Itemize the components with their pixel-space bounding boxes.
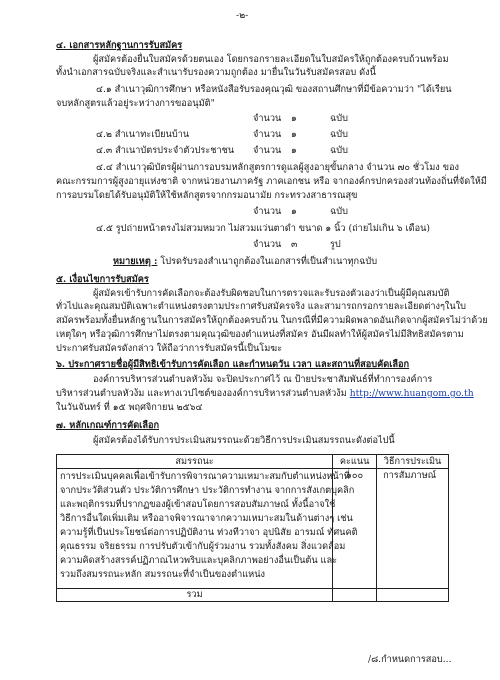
item-4-5: ๔.๕ รูปถ่ายหน้าตรงไม่สวมหมวก ไม่สวมแว่นตาดำ ขนาด ๑ นิ้ว (ถ่ายไม่เกิน ๖ เดือน)	[96, 223, 431, 234]
competency-line: ความคิดสร้างสรรค์ปฏิภาณไหวพริบและบุคลิกภาพอย่างอื่นเป็นต้น และ	[60, 555, 338, 566]
section-5-line: เหตุใดๆ หรือวุฒิการศึกษาไม่ตรงตามคุณวุฒิของตำแหน่งที่สมัคร อันมีผลทำให้ผู้สมัครไม่มีสิทธิสมัครตาม	[56, 329, 464, 340]
total-row	[57, 589, 449, 602]
note-label: หมายเหตุ :	[113, 256, 158, 267]
table-header-competency: สมรรถนะ	[57, 455, 333, 469]
qty-number: ๑	[291, 129, 297, 140]
qty-word: จำนวน	[253, 145, 282, 156]
section-6-date-line: ในวันจันทร์ ที่ ๑๕ พฤศจิกายน ๒๕๖๔	[56, 402, 203, 413]
table-header-method: วิธีการประเมิน	[377, 455, 449, 469]
qty-unit: ฉบับ	[330, 113, 348, 124]
competency-line: วิธีการอื่นใดเพิ่มเติม หรืออาจพิจารณาจากความเหมาะสมในด้านต่างๆ เช่น	[60, 513, 353, 524]
section-4-intro-line: ผู้สมัครต้องยื่นใบสมัครด้วยตนเอง โดยกรอกรายละเอียดในใบสมัครให้ถูกต้องครบถ้วนพร้อม	[93, 54, 449, 65]
item-4-1-line: จบหลักสูตรแล้วอยู่ระหว่างการขออนุมัติ"	[56, 98, 215, 109]
section-5-line: ทั่วไปและคุณสมบัติเฉพาะตำแหน่งตรงตามประกาศรับสมัครจริง และสามารถกรอกรายละเอียดต่างๆในใบ	[56, 301, 466, 312]
total-empty-cell	[377, 589, 449, 602]
qty-unit: รูป	[330, 239, 341, 250]
qty-number: ๓	[291, 239, 298, 250]
section-6-heading: ๖. ประกาศรายชื่อผู้มีสิทธิเข้ารับการคัดเลือก และกำหนดวัน เวลา และสถานที่สอบคัดเลือก	[56, 359, 410, 370]
qty-unit: ฉบับ	[330, 206, 348, 217]
qty-number: ๑	[291, 145, 297, 156]
competency-line: และพฤติกรรมที่ปรากฏของผู้เข้าสอบโดยการสอบสัมภาษณ์ ทั้งนี้อาจใช้	[60, 499, 336, 510]
total-value	[333, 589, 377, 602]
qty-word: จำนวน	[253, 113, 282, 124]
competency-line: จากประวัติส่วนตัว ประวัติการศึกษา ประวัติการทำงาน จากการสังเกตบุคลิก	[60, 485, 355, 496]
score-cell: ๑๐๐	[333, 469, 377, 589]
section-5-line: ประกาศรับสมัครดังกล่าว ให้ถือว่าการรับสมัครนี้เป็นโมฆะ	[56, 343, 283, 354]
section-7-intro: ผู้สมัครต้องได้รับการประเมินสมรรถนะด้วยวิธีการประเมินสมรรถนะดังต่อไปนี้	[93, 435, 395, 446]
qty-word: จำนวน	[253, 206, 282, 217]
section-5-line: ผู้สมัครเข้ารับการคัดเลือกจะต้องรับผิดชอบในการตรวจและรับรองตัวเองว่าเป็นผู้มีคุณสมบัติ	[93, 288, 450, 299]
section-7-heading: ๗. หลักเกณฑ์การคัดเลือก	[56, 420, 160, 431]
qty-number: ๑	[291, 206, 297, 217]
total-label: รวม	[57, 589, 333, 602]
qty-unit: ฉบับ	[330, 145, 348, 156]
table-row	[57, 469, 449, 589]
item-label: ๔.๓ สำเนาบัตรประจำตัวประชาชน	[96, 145, 235, 156]
criteria-table-header-row	[57, 455, 449, 469]
website-link[interactable]: http://www.huangom.go.th	[349, 388, 474, 399]
section-5-line: สมัครพร้อมทั้งยื่นหลักฐานในการสมัครให้ถูกต้องครบถ้วน ในกรณีที่มีความผิดพลาดอันเกิดจากผู้สมัครไม่ว่าด้วย	[56, 315, 488, 326]
item-4-4-line: ๔.๔ สำเนาวุฒิบัตรผู้ผ่านการอบรมหลักสูตรการดูแลผู้สูงอายุขั้นกลาง จำนวน ๗๐ ชั่วโมง ของ	[96, 162, 459, 173]
qty-word: จำนวน	[253, 129, 282, 140]
section-6-line	[56, 389, 474, 398]
item-label: ๔.๒ สำเนาทะเบียนบ้าน	[96, 129, 190, 140]
item-4-4-line: คณะกรรมการผู้สูงอายุแห่งชาติ จากหน่วยงานภาครัฐ ภาคเอกชน หรือ จากองค์กรปกครองส่วนท้องถิ่นที่จัดให้มี	[56, 176, 487, 187]
section-4-heading: ๔. เอกสารหลักฐานการรับสมัคร	[56, 40, 183, 51]
item-4-1-line: ๔.๑ สำเนาวุฒิการศึกษา หรือหนังสือรับรองคุณวุฒิ ของสถานศึกษาที่มีข้อความว่า "ได้เรียน	[96, 84, 452, 95]
competency-line: ความรู้ที่เป็นประโยชน์ต่อการปฏิบัติงาน ท่วงทีวาจา อุปนิสัย อารมณ์ ทัศนคติ	[60, 527, 358, 538]
competency-line: การประเมินบุคคลเพื่อเข้ารับการพิจารณาความเหมาะสมกับตำแหน่งหน้าที่	[60, 471, 350, 482]
qty-number: ๑	[291, 113, 297, 124]
section-4-intro-line: ทั้งนำเอกสารฉบับจริงและสำเนารับรองความถูกต้อง มายื่นในวันรับสมัครสอบ ดังนี้	[56, 67, 376, 78]
section-5-heading: ๕. เงื่อนไขการรับสมัคร	[56, 274, 149, 285]
method-cell: การสัมภาษณ์	[377, 469, 449, 589]
page-number: -๒-	[236, 10, 249, 21]
continuation-footer: /๘.กำหนดการสอบ...	[368, 654, 452, 665]
competency-line: คุณธรรม จริยธรรม การปรับตัวเข้ากับผู้ร่วมงาน รวมทั้งสังคม สิ่งแวดล้อม	[60, 541, 346, 552]
qty-unit: ฉบับ	[330, 129, 348, 140]
criteria-table	[56, 454, 449, 602]
note-text: โปรดรับรองสำเนาถูกต้องในเอกสารที่เป็นสำเนาทุกฉบับ	[160, 256, 378, 267]
section-6-line-text: บริหารส่วนตำบลหัวง้ม และทางเวปไซต์ขององค์การบริหารส่วนตำบลหัวง้ม	[56, 388, 347, 399]
note	[113, 257, 377, 266]
competency-line: รวมถึงสมรรถนะหลัก สมรรถนะที่จำเป็นของตำแหน่ง	[60, 569, 265, 580]
table-header-score: คะแนน	[333, 455, 377, 469]
qty-word: จำนวน	[253, 239, 282, 250]
item-4-4-line: การอบรมโดยได้รับอนุมัติให้ใช้หลักสูตรจากกรมอนามัย กระทรวงสาธารณสุข	[56, 190, 358, 201]
section-6-line: องค์การบริหารส่วนตำบลหัวง้ม จะปิดประกาศไว้ ณ ป้ายประชาสัมพันธ์ที่ทำการองค์การ	[93, 374, 433, 385]
